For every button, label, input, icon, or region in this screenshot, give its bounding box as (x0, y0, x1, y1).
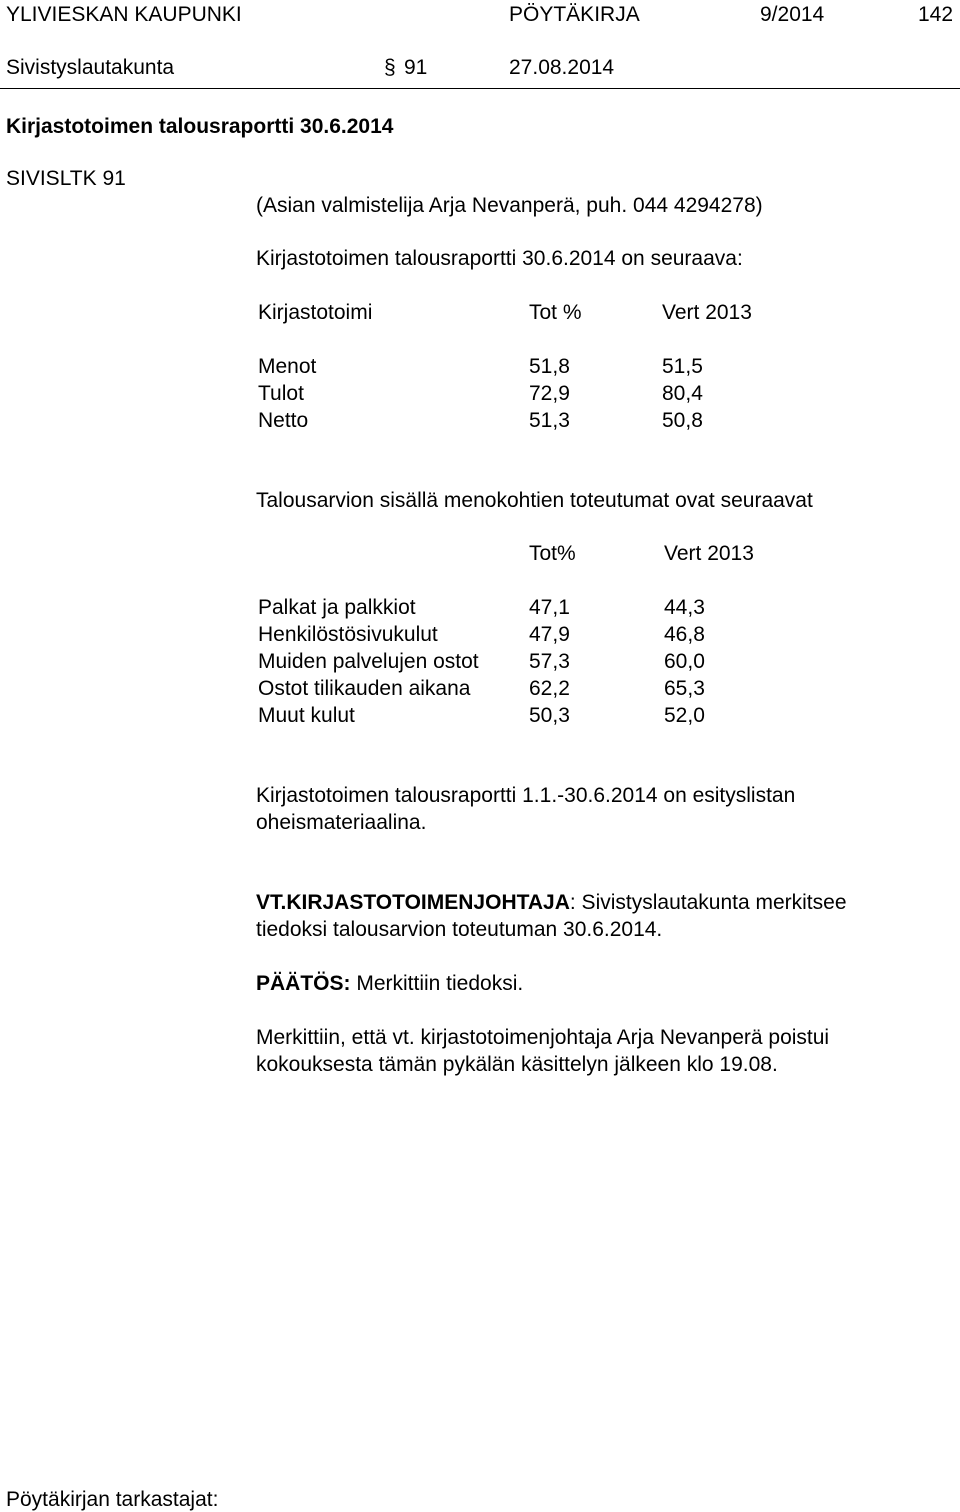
row-tot: 57,3 (529, 650, 570, 673)
proposal-label: VT.KIRJASTOTOIMENJOHTAJA (256, 891, 570, 914)
row-label: Menot (258, 355, 317, 378)
table-row (258, 676, 818, 703)
footer-reviewers: Pöytäkirjan tarkastajat: (6, 1488, 219, 1511)
row-tot: 47,9 (529, 623, 570, 646)
row-tot: 51,8 (529, 355, 570, 378)
row-tot: 47,1 (529, 596, 570, 619)
table1-header (258, 300, 818, 327)
section-sign: § (384, 56, 396, 79)
proposal-text: : Sivistyslautakunta merkitsee (569, 891, 847, 914)
row-label: Palkat ja palkkiot (258, 596, 416, 619)
document-type: PÖYTÄKIRJA (509, 3, 640, 26)
table-row (258, 354, 818, 381)
table1-header-col1: Kirjastotoimi (258, 301, 373, 324)
report-intro: Kirjastotoimen talousraportti 30.6.2014 on seuraava: (256, 247, 743, 270)
row-label: Muiden palvelujen ostot (258, 650, 479, 673)
board-name: Sivistyslautakunta (6, 56, 175, 79)
row-vert: 46,8 (664, 623, 705, 646)
row-label: Muut kulut (258, 704, 355, 727)
row-tot: 50,3 (529, 704, 570, 727)
note-line-1: Merkittiin, että vt. kirjastotoimenjohtaja Arja Nevanperä poistui (256, 1026, 830, 1049)
table-row (258, 595, 818, 622)
row-tot: 62,2 (529, 677, 570, 700)
attachment-line-2: oheismateriaalina. (256, 811, 427, 834)
row-label: Netto (258, 409, 309, 432)
row-vert: 52,0 (664, 704, 705, 727)
note-line-2: kokouksesta tämän pykälän käsittelyn jälkeen klo 19.08. (256, 1053, 778, 1076)
page-number: 142 (918, 3, 954, 26)
proposal-line-2: tiedoksi talousarvion toteutuman 30.6.2014. (256, 918, 663, 941)
page-title: Kirjastotoimen talousraportti 30.6.2014 (6, 115, 394, 138)
row-label: Henkilöstösivukulut (258, 623, 438, 646)
row-vert: 51,5 (662, 355, 703, 378)
row-label: Ostot tilikauden aikana (258, 677, 471, 700)
table2-header (258, 541, 818, 568)
decision-text: Merkittiin tiedoksi. (350, 972, 524, 995)
table2-header-col3: Vert 2013 (664, 542, 754, 565)
table-row (258, 408, 818, 435)
attachment-line-1: Kirjastotoimen talousraportti 1.1.-30.6.2014 on esityslistan (256, 784, 796, 807)
decision-label: PÄÄTÖS: (256, 972, 351, 995)
section-number: 91 (404, 56, 428, 79)
meeting-date: 27.08.2014 (509, 56, 615, 79)
reference-code: SIVISLTK 91 (6, 167, 126, 190)
row-vert: 80,4 (662, 382, 703, 405)
budget-intro: Talousarvion sisällä menokohtien toteutumat ovat seuraavat (256, 489, 813, 512)
row-label: Tulot (258, 382, 304, 405)
row-vert: 60,0 (664, 650, 705, 673)
decision-line (256, 971, 523, 996)
table-row (258, 649, 818, 676)
row-tot: 72,9 (529, 382, 570, 405)
table1-header-col2: Tot % (529, 301, 582, 324)
table-row (258, 381, 818, 408)
document-number: 9/2014 (760, 3, 825, 26)
preparer-info: (Asian valmistelija Arja Nevanperä, puh. 044 4294278) (256, 194, 763, 217)
row-vert: 65,3 (664, 677, 705, 700)
row-vert: 50,8 (662, 409, 703, 432)
table1-header-col3: Vert 2013 (662, 301, 752, 324)
table-row (258, 703, 818, 730)
table-row (258, 622, 818, 649)
row-vert: 44,3 (664, 596, 705, 619)
proposal-line-1 (256, 890, 847, 915)
header-divider (0, 88, 960, 89)
row-tot: 51,3 (529, 409, 570, 432)
table2-header-col2: Tot% (529, 542, 576, 565)
city-name: YLIVIESKAN KAUPUNKI (6, 3, 242, 26)
